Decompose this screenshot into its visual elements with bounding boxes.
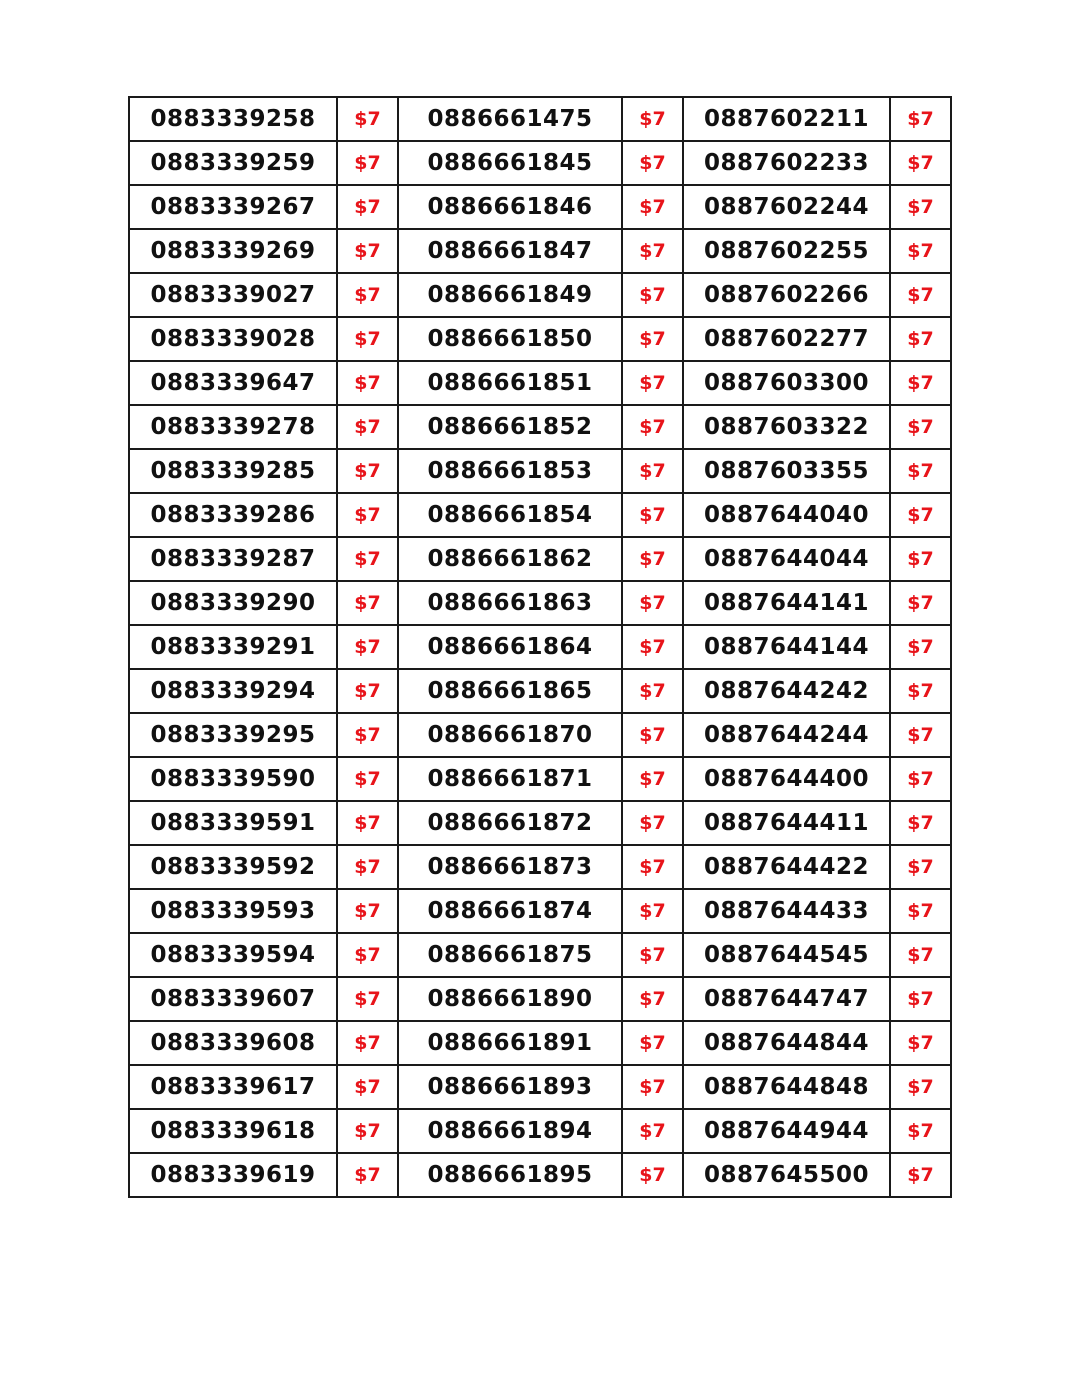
table-row — [129, 537, 951, 581]
price-cell: $7 — [337, 185, 398, 229]
phone-number-cell: 0886661851 — [398, 361, 622, 405]
price-cell: $7 — [622, 669, 683, 713]
phone-number-cell: 0886661846 — [398, 185, 622, 229]
price-cell: $7 — [337, 977, 398, 1021]
price-cell: $7 — [337, 273, 398, 317]
table-row — [129, 229, 951, 273]
phone-number-cell: 0887644244 — [683, 713, 890, 757]
phone-number-price-table — [128, 96, 952, 1198]
price-cell: $7 — [337, 405, 398, 449]
phone-number-cell: 0887602244 — [683, 185, 890, 229]
price-cell: $7 — [890, 1065, 951, 1109]
phone-number-cell: 0883339286 — [129, 493, 337, 537]
table-row — [129, 713, 951, 757]
price-cell: $7 — [622, 1109, 683, 1153]
phone-number-cell: 0887602255 — [683, 229, 890, 273]
price-cell: $7 — [890, 1153, 951, 1197]
phone-number-cell: 0886661854 — [398, 493, 622, 537]
price-cell: $7 — [337, 229, 398, 273]
price-cell: $7 — [890, 97, 951, 141]
table-row — [129, 801, 951, 845]
price-cell: $7 — [622, 97, 683, 141]
phone-number-cell: 0887644411 — [683, 801, 890, 845]
price-cell: $7 — [337, 361, 398, 405]
phone-number-cell: 0883339590 — [129, 757, 337, 801]
phone-number-cell: 0883339608 — [129, 1021, 337, 1065]
table-row — [129, 977, 951, 1021]
price-cell: $7 — [337, 889, 398, 933]
phone-number-cell: 0886661872 — [398, 801, 622, 845]
price-cell: $7 — [622, 757, 683, 801]
phone-number-cell: 0886661863 — [398, 581, 622, 625]
phone-number-cell: 0886661871 — [398, 757, 622, 801]
phone-number-cell: 0886661853 — [398, 449, 622, 493]
table-row — [129, 625, 951, 669]
price-cell: $7 — [622, 581, 683, 625]
phone-number-cell: 0883339028 — [129, 317, 337, 361]
phone-number-cell: 0886661873 — [398, 845, 622, 889]
price-cell: $7 — [890, 185, 951, 229]
table-row — [129, 273, 951, 317]
phone-number-cell: 0883339291 — [129, 625, 337, 669]
price-cell: $7 — [890, 141, 951, 185]
price-cell: $7 — [622, 493, 683, 537]
price-cell: $7 — [622, 141, 683, 185]
price-cell: $7 — [622, 933, 683, 977]
price-cell: $7 — [890, 1021, 951, 1065]
price-cell: $7 — [622, 713, 683, 757]
phone-number-cell: 0883339593 — [129, 889, 337, 933]
table-row — [129, 845, 951, 889]
phone-number-cell: 0887644044 — [683, 537, 890, 581]
price-cell: $7 — [337, 449, 398, 493]
price-cell: $7 — [890, 889, 951, 933]
price-cell: $7 — [622, 1065, 683, 1109]
price-cell: $7 — [622, 317, 683, 361]
price-cell: $7 — [337, 845, 398, 889]
phone-number-cell: 0887644844 — [683, 1021, 890, 1065]
phone-number-cell: 0887644141 — [683, 581, 890, 625]
phone-number-cell: 0887603322 — [683, 405, 890, 449]
phone-number-cell: 0887644400 — [683, 757, 890, 801]
phone-number-cell: 0886661847 — [398, 229, 622, 273]
price-cell: $7 — [890, 317, 951, 361]
table-row — [129, 361, 951, 405]
phone-number-cell: 0883339594 — [129, 933, 337, 977]
phone-number-cell: 0886661864 — [398, 625, 622, 669]
price-cell: $7 — [622, 1153, 683, 1197]
phone-number-cell: 0887644848 — [683, 1065, 890, 1109]
price-cell: $7 — [890, 273, 951, 317]
phone-number-cell: 0887644545 — [683, 933, 890, 977]
phone-number-cell: 0886661862 — [398, 537, 622, 581]
table-row — [129, 185, 951, 229]
price-cell: $7 — [622, 537, 683, 581]
price-cell: $7 — [337, 1109, 398, 1153]
price-cell: $7 — [890, 977, 951, 1021]
phone-number-cell: 0883339591 — [129, 801, 337, 845]
table-row — [129, 1153, 951, 1197]
phone-number-cell: 0887644944 — [683, 1109, 890, 1153]
table-row — [129, 933, 951, 977]
phone-number-cell: 0883339618 — [129, 1109, 337, 1153]
phone-number-cell: 0887644422 — [683, 845, 890, 889]
phone-number-cell: 0883339290 — [129, 581, 337, 625]
price-cell: $7 — [337, 1065, 398, 1109]
phone-number-cell: 0886661893 — [398, 1065, 622, 1109]
table-row — [129, 581, 951, 625]
phone-number-cell: 0887603355 — [683, 449, 890, 493]
price-cell: $7 — [890, 933, 951, 977]
phone-number-cell: 0886661865 — [398, 669, 622, 713]
phone-number-cell: 0883339285 — [129, 449, 337, 493]
price-cell: $7 — [622, 889, 683, 933]
phone-number-cell: 0886661849 — [398, 273, 622, 317]
price-cell: $7 — [622, 801, 683, 845]
price-cell: $7 — [337, 625, 398, 669]
price-cell: $7 — [337, 801, 398, 845]
phone-number-cell: 0887602266 — [683, 273, 890, 317]
phone-number-cell: 0887602211 — [683, 97, 890, 141]
price-cell: $7 — [890, 625, 951, 669]
phone-number-cell: 0883339259 — [129, 141, 337, 185]
table-row — [129, 493, 951, 537]
phone-number-cell: 0887603300 — [683, 361, 890, 405]
phone-number-cell: 0883339592 — [129, 845, 337, 889]
phone-number-cell: 0886661870 — [398, 713, 622, 757]
phone-number-cell: 0883339267 — [129, 185, 337, 229]
phone-number-cell: 0886661890 — [398, 977, 622, 1021]
price-cell: $7 — [890, 405, 951, 449]
price-cell: $7 — [622, 229, 683, 273]
price-cell: $7 — [890, 229, 951, 273]
phone-number-cell: 0883339294 — [129, 669, 337, 713]
table-row — [129, 97, 951, 141]
phone-number-cell: 0883339258 — [129, 97, 337, 141]
table-row — [129, 405, 951, 449]
price-cell: $7 — [890, 801, 951, 845]
phone-number-cell: 0887644747 — [683, 977, 890, 1021]
price-cell: $7 — [890, 493, 951, 537]
table-body — [129, 97, 951, 1197]
price-cell: $7 — [622, 361, 683, 405]
price-cell: $7 — [337, 933, 398, 977]
price-cell: $7 — [622, 845, 683, 889]
price-cell: $7 — [622, 449, 683, 493]
table-row — [129, 317, 951, 361]
price-cell: $7 — [337, 581, 398, 625]
price-cell: $7 — [337, 713, 398, 757]
price-cell: $7 — [622, 405, 683, 449]
phone-number-cell: 0886661852 — [398, 405, 622, 449]
phone-number-cell: 0883339647 — [129, 361, 337, 405]
table-row — [129, 449, 951, 493]
phone-number-cell: 0887602233 — [683, 141, 890, 185]
phone-number-cell: 0887644144 — [683, 625, 890, 669]
phone-number-cell: 0887645500 — [683, 1153, 890, 1197]
price-cell: $7 — [890, 361, 951, 405]
table-row — [129, 757, 951, 801]
price-cell: $7 — [890, 757, 951, 801]
price-cell: $7 — [337, 1021, 398, 1065]
price-cell: $7 — [890, 669, 951, 713]
price-cell: $7 — [622, 625, 683, 669]
price-cell: $7 — [337, 757, 398, 801]
phone-number-cell: 0886661845 — [398, 141, 622, 185]
table-row — [129, 1021, 951, 1065]
phone-number-cell: 0886661891 — [398, 1021, 622, 1065]
phone-number-cell: 0883339269 — [129, 229, 337, 273]
phone-number-cell: 0887602277 — [683, 317, 890, 361]
price-cell: $7 — [890, 1109, 951, 1153]
price-cell: $7 — [337, 97, 398, 141]
price-cell: $7 — [622, 977, 683, 1021]
table-row — [129, 669, 951, 713]
price-cell: $7 — [890, 581, 951, 625]
phone-number-cell: 0886661475 — [398, 97, 622, 141]
price-cell: $7 — [337, 537, 398, 581]
price-cell: $7 — [890, 845, 951, 889]
price-cell: $7 — [890, 713, 951, 757]
price-cell: $7 — [622, 1021, 683, 1065]
phone-number-cell: 0886661875 — [398, 933, 622, 977]
phone-number-cell: 0883339607 — [129, 977, 337, 1021]
phone-number-cell: 0883339027 — [129, 273, 337, 317]
price-cell: $7 — [622, 273, 683, 317]
price-cell: $7 — [337, 669, 398, 713]
price-cell: $7 — [337, 493, 398, 537]
phone-number-cell: 0883339287 — [129, 537, 337, 581]
phone-number-cell: 0886661894 — [398, 1109, 622, 1153]
phone-number-cell: 0887644040 — [683, 493, 890, 537]
phone-number-cell: 0886661850 — [398, 317, 622, 361]
price-cell: $7 — [337, 141, 398, 185]
table-row — [129, 1109, 951, 1153]
phone-number-cell: 0883339617 — [129, 1065, 337, 1109]
price-cell: $7 — [337, 1153, 398, 1197]
price-cell: $7 — [890, 537, 951, 581]
price-cell: $7 — [337, 317, 398, 361]
phone-number-cell: 0887644433 — [683, 889, 890, 933]
price-cell: $7 — [622, 185, 683, 229]
table-row — [129, 1065, 951, 1109]
phone-number-cell: 0883339295 — [129, 713, 337, 757]
phone-number-cell: 0887644242 — [683, 669, 890, 713]
phone-number-cell: 0883339619 — [129, 1153, 337, 1197]
table-row — [129, 141, 951, 185]
phone-number-cell: 0886661874 — [398, 889, 622, 933]
phone-number-cell: 0886661895 — [398, 1153, 622, 1197]
phone-number-cell: 0883339278 — [129, 405, 337, 449]
table-row — [129, 889, 951, 933]
price-cell: $7 — [890, 449, 951, 493]
